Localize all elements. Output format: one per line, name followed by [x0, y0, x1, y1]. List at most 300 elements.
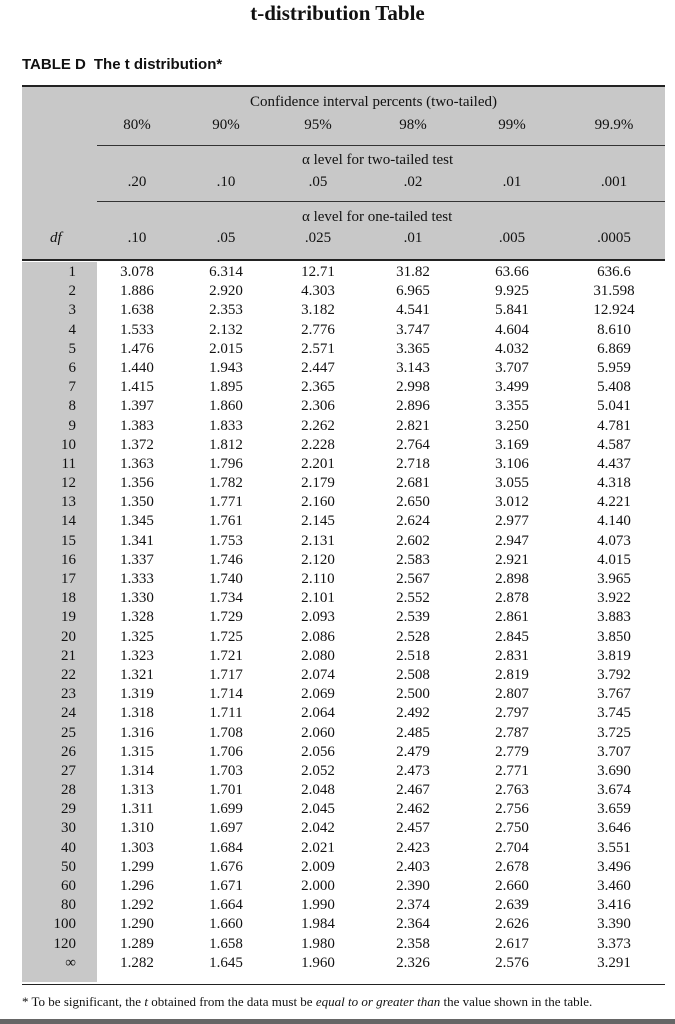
- value-cell: 1.753: [209, 532, 243, 549]
- table-row: [22, 762, 665, 781]
- value-cell: 2.750: [495, 820, 529, 837]
- table-row: [22, 877, 665, 896]
- table-row: [22, 800, 665, 819]
- page-title: t-distribution Table: [250, 1, 425, 25]
- value-cell: 2.423: [396, 839, 430, 856]
- df-cell: 21: [61, 647, 76, 664]
- value-cell: 1.782: [209, 475, 243, 492]
- value-cell: 2.093: [301, 609, 335, 626]
- df-cell: 40: [61, 839, 76, 856]
- two-tailed-value-1: .10: [216, 174, 236, 190]
- table-row: [22, 954, 665, 973]
- table-row: [22, 359, 665, 378]
- table-row: [22, 935, 665, 954]
- df-cell: 25: [61, 724, 76, 741]
- value-cell: 1.319: [120, 686, 154, 703]
- value-cell: 1.289: [120, 935, 154, 952]
- df-cell: 24: [61, 705, 76, 722]
- value-cell: 1.664: [209, 897, 243, 914]
- table-row: [22, 321, 665, 340]
- value-cell: 2.365: [301, 379, 335, 396]
- value-cell: 1.990: [301, 897, 335, 914]
- value-cell: 2.009: [301, 858, 335, 875]
- value-cell: 1.330: [120, 590, 154, 607]
- value-cell: 1.476: [120, 340, 154, 357]
- value-cell: 5.041: [597, 398, 631, 415]
- df-cell: 27: [61, 762, 76, 779]
- confidence-value-3: 98%: [399, 117, 427, 133]
- value-cell: 2.132: [209, 321, 243, 338]
- value-cell: 2.069: [301, 686, 335, 703]
- df-cell: 80: [61, 897, 76, 914]
- value-cell: 3.499: [495, 379, 529, 396]
- value-cell: 5.408: [597, 379, 631, 396]
- value-cell: 1.303: [120, 839, 154, 856]
- header-divider: [97, 201, 665, 202]
- value-cell: 2.160: [301, 494, 335, 511]
- table-title: The t distribution*: [93, 56, 223, 73]
- two-tailed-value-0: .20: [127, 174, 147, 190]
- value-cell: 2.120: [301, 551, 335, 568]
- value-cell: 3.143: [396, 359, 430, 376]
- value-cell: 2.624: [396, 513, 430, 530]
- value-cell: 12.924: [593, 302, 635, 319]
- value-cell: 1.708: [209, 724, 243, 741]
- value-cell: 1.740: [209, 571, 243, 587]
- value-cell: 2.518: [396, 647, 430, 664]
- value-cell: 1.363: [120, 455, 154, 472]
- value-cell: 1.697: [209, 820, 243, 837]
- value-cell: 2.571: [301, 340, 335, 357]
- value-cell: 2.473: [396, 762, 430, 779]
- one-tailed-value-0: .10: [127, 230, 147, 246]
- value-cell: 2.845: [495, 628, 529, 645]
- value-cell: 4.604: [495, 321, 529, 338]
- value-cell: 1.860: [209, 398, 243, 415]
- value-cell: 1.711: [209, 705, 243, 722]
- table-row: [22, 417, 665, 436]
- value-cell: 1.299: [120, 858, 154, 875]
- footnote-middle: obtained from the data must be: [147, 994, 316, 1009]
- value-cell: 3.012: [495, 494, 529, 511]
- value-cell: 4.318: [597, 475, 631, 492]
- value-cell: 2.462: [396, 801, 430, 818]
- value-cell: 3.747: [396, 321, 430, 338]
- value-cell: 2.552: [396, 590, 430, 607]
- value-cell: 2.878: [495, 590, 529, 607]
- two-tailed-value-5: .001: [600, 174, 628, 190]
- table-row: [22, 378, 665, 397]
- value-cell: 1.676: [209, 858, 243, 875]
- value-cell: 3.646: [597, 820, 631, 837]
- value-cell: 1.721: [209, 647, 243, 664]
- value-cell: 3.106: [495, 455, 529, 472]
- value-cell: 2.567: [396, 571, 430, 587]
- value-cell: 2.374: [396, 897, 430, 914]
- value-cell: 1.703: [209, 762, 243, 779]
- value-cell: 1.440: [120, 359, 154, 376]
- df-cell: 3: [68, 302, 76, 319]
- df-cell: 22: [61, 666, 76, 683]
- df-cell: 12: [61, 475, 76, 492]
- value-cell: 3.355: [495, 398, 529, 415]
- value-cell: 1.533: [120, 321, 154, 338]
- value-cell: 1.337: [120, 551, 154, 568]
- value-cell: 2.060: [301, 724, 335, 741]
- value-cell: 2.000: [301, 878, 335, 894]
- value-cell: 3.922: [597, 590, 631, 607]
- two-tailed-value-4: .01: [502, 174, 522, 190]
- value-cell: 1.328: [120, 609, 154, 626]
- value-cell: 1.310: [120, 820, 154, 837]
- value-cell: 1.725: [209, 628, 243, 645]
- header-divider: [97, 145, 665, 146]
- table-row: [22, 743, 665, 762]
- df-cell: 15: [61, 532, 76, 549]
- value-cell: 1.296: [120, 878, 154, 894]
- value-cell: 2.045: [301, 801, 335, 818]
- value-cell: 1.960: [301, 954, 335, 971]
- value-cell: 2.756: [495, 801, 529, 818]
- confidence-value-2: 95%: [304, 117, 332, 133]
- value-cell: 2.485: [396, 724, 430, 741]
- df-cell: 2: [68, 283, 76, 300]
- table-row: [22, 781, 665, 800]
- value-cell: 4.587: [597, 436, 631, 453]
- value-cell: 2.364: [396, 916, 430, 933]
- df-cell: 14: [61, 513, 76, 530]
- value-cell: 2.626: [495, 916, 529, 933]
- value-cell: 2.819: [495, 666, 529, 683]
- one-tailed-value-1: .05: [216, 230, 236, 246]
- value-cell: 2.015: [209, 340, 243, 357]
- df-cell: 1: [68, 264, 76, 280]
- df-cell: 120: [53, 935, 76, 952]
- table-row: [22, 570, 665, 589]
- value-cell: 2.101: [301, 590, 335, 607]
- value-cell: 1.316: [120, 724, 154, 741]
- one-tailed-header: α level for one-tailed test: [302, 209, 453, 225]
- value-cell: 1.333: [120, 571, 154, 587]
- value-cell: 1.314: [120, 762, 154, 779]
- table-row: [22, 704, 665, 723]
- one-tailed-value-4: .005: [498, 230, 526, 246]
- value-cell: 1.660: [209, 916, 243, 933]
- value-cell: 2.539: [396, 609, 430, 626]
- value-cell: 2.131: [301, 532, 335, 549]
- df-cell: 6: [68, 359, 76, 376]
- value-cell: 1.734: [209, 590, 243, 607]
- value-cell: 2.920: [209, 283, 243, 300]
- table-bottom-rule: [22, 984, 665, 985]
- table-row: [22, 589, 665, 608]
- value-cell: 2.110: [301, 571, 335, 587]
- value-cell: 1.833: [209, 417, 243, 434]
- df-cell: 23: [61, 686, 76, 703]
- value-cell: 1.729: [209, 609, 243, 626]
- value-cell: 3.707: [597, 743, 631, 760]
- one-tailed-value-5: .0005: [597, 230, 631, 246]
- value-cell: 4.032: [495, 340, 529, 357]
- value-cell: 2.145: [301, 513, 335, 530]
- value-cell: 3.850: [597, 628, 631, 645]
- value-cell: 2.617: [495, 935, 529, 952]
- table-row: [22, 397, 665, 416]
- df-cell: 13: [61, 494, 76, 511]
- value-cell: 3.659: [597, 801, 631, 818]
- value-cell: 2.763: [495, 782, 529, 799]
- value-cell: 2.528: [396, 628, 430, 645]
- table-row: [22, 340, 665, 359]
- value-cell: 3.250: [495, 417, 529, 434]
- table-header-shading: [22, 87, 665, 259]
- df-cell: 100: [53, 916, 76, 933]
- confidence-value-5: 99.9%: [594, 117, 634, 133]
- value-cell: 6.965: [396, 283, 430, 300]
- value-cell: 1.350: [120, 494, 154, 511]
- df-cell: 8: [68, 398, 76, 415]
- value-cell: 3.460: [597, 878, 631, 894]
- df-cell: 50: [61, 858, 76, 875]
- value-cell: 1.714: [209, 686, 243, 703]
- page-bottom-edge: [0, 1019, 675, 1024]
- value-cell: 2.048: [301, 782, 335, 799]
- table-row: [22, 839, 665, 858]
- value-cell: 2.358: [396, 935, 430, 952]
- df-cell: ∞: [65, 954, 76, 971]
- value-cell: 1.886: [120, 283, 154, 300]
- value-cell: 2.074: [301, 666, 335, 683]
- value-cell: 3.883: [597, 609, 631, 626]
- value-cell: 2.492: [396, 705, 430, 722]
- value-cell: 1.372: [120, 436, 154, 453]
- value-cell: 2.086: [301, 628, 335, 645]
- value-cell: 4.437: [597, 455, 631, 472]
- value-cell: 1.345: [120, 513, 154, 530]
- one-tailed-value-2: .025: [304, 230, 332, 246]
- value-cell: 3.055: [495, 475, 529, 492]
- df-cell: 4: [68, 321, 76, 338]
- value-cell: 1.684: [209, 839, 243, 856]
- df-cell: 26: [61, 743, 76, 760]
- value-cell: 4.140: [597, 513, 631, 530]
- value-cell: 2.179: [301, 475, 335, 492]
- confidence-value-4: 99%: [498, 117, 526, 133]
- value-cell: 2.479: [396, 743, 430, 760]
- value-cell: 2.861: [495, 609, 529, 626]
- value-cell: 2.021: [301, 839, 335, 856]
- df-cell: 20: [61, 628, 76, 645]
- df-cell: 7: [68, 379, 76, 396]
- table-row: [22, 551, 665, 570]
- value-cell: 3.078: [120, 264, 154, 280]
- value-cell: 1.671: [209, 878, 243, 894]
- value-cell: 3.819: [597, 647, 631, 664]
- value-cell: 2.228: [301, 436, 335, 453]
- table-row: [22, 628, 665, 647]
- value-cell: 1.645: [209, 954, 243, 971]
- value-cell: 1.383: [120, 417, 154, 434]
- value-cell: 3.373: [597, 935, 631, 952]
- value-cell: 2.947: [495, 532, 529, 549]
- value-cell: 1.318: [120, 705, 154, 722]
- value-cell: 3.767: [597, 686, 631, 703]
- value-cell: 2.764: [396, 436, 430, 453]
- value-cell: 5.841: [495, 302, 529, 319]
- value-cell: 2.500: [396, 686, 430, 703]
- value-cell: 9.925: [495, 283, 529, 300]
- value-cell: 1.699: [209, 801, 243, 818]
- table-row: [22, 301, 665, 320]
- value-cell: 4.073: [597, 532, 631, 549]
- value-cell: 2.650: [396, 494, 430, 511]
- df-cell: 19: [61, 609, 76, 626]
- value-cell: 8.610: [597, 321, 631, 338]
- value-cell: 1.315: [120, 743, 154, 760]
- value-cell: 3.416: [597, 897, 631, 914]
- value-cell: 2.602: [396, 532, 430, 549]
- value-cell: 1.341: [120, 532, 154, 549]
- footnote-prefix: * To be significant, the: [22, 994, 145, 1009]
- value-cell: 636.6: [597, 264, 631, 280]
- confidence-header: Confidence interval percents (two-tailed): [250, 94, 497, 110]
- table-row: [22, 647, 665, 666]
- value-cell: 2.201: [301, 455, 335, 472]
- df-cell: 18: [61, 590, 76, 607]
- value-cell: 31.82: [396, 264, 430, 280]
- table-row: [22, 512, 665, 531]
- df-cell: 60: [61, 878, 76, 894]
- value-cell: 3.725: [597, 724, 631, 741]
- value-cell: 1.415: [120, 379, 154, 396]
- value-cell: 1.313: [120, 782, 154, 799]
- value-cell: 2.262: [301, 417, 335, 434]
- value-cell: 2.508: [396, 666, 430, 683]
- one-tailed-value-3: .01: [403, 230, 423, 246]
- value-cell: 3.390: [597, 916, 631, 933]
- value-cell: 1.706: [209, 743, 243, 760]
- df-header: df: [50, 230, 62, 246]
- value-cell: 1.323: [120, 647, 154, 664]
- table-row: [22, 666, 665, 685]
- value-cell: 2.390: [396, 878, 430, 894]
- value-cell: 1.796: [209, 455, 243, 472]
- value-cell: 1.282: [120, 954, 154, 971]
- value-cell: 4.221: [597, 494, 631, 511]
- footnote-t: t: [144, 994, 148, 1009]
- value-cell: 3.745: [597, 705, 631, 722]
- value-cell: 1.746: [209, 551, 243, 568]
- value-cell: 2.064: [301, 705, 335, 722]
- table-body: [22, 263, 665, 973]
- value-cell: 1.356: [120, 475, 154, 492]
- value-cell: 2.898: [495, 571, 529, 587]
- value-cell: 2.403: [396, 858, 430, 875]
- footnote-suffix: the value shown in the table.: [440, 994, 593, 1009]
- value-cell: 3.291: [597, 954, 631, 971]
- value-cell: 1.984: [301, 916, 335, 933]
- value-cell: 1.638: [120, 302, 154, 319]
- two-tailed-value-2: .05: [308, 174, 328, 190]
- confidence-value-1: 90%: [212, 117, 240, 133]
- value-cell: 2.052: [301, 762, 335, 779]
- table-row: [22, 474, 665, 493]
- value-cell: 2.467: [396, 782, 430, 799]
- value-cell: 2.326: [396, 954, 430, 971]
- table-row: [22, 493, 665, 512]
- value-cell: 2.807: [495, 686, 529, 703]
- value-cell: 3.674: [597, 782, 631, 799]
- value-cell: 1.321: [120, 666, 154, 683]
- value-cell: 2.771: [495, 762, 529, 779]
- table-row: [22, 436, 665, 455]
- footnote: [22, 994, 665, 1010]
- table-row: [22, 685, 665, 704]
- confidence-value-0: 80%: [123, 117, 151, 133]
- value-cell: 2.821: [396, 417, 430, 434]
- value-cell: 2.353: [209, 302, 243, 319]
- value-cell: 3.182: [301, 302, 335, 319]
- df-cell: 30: [61, 820, 76, 837]
- value-cell: 2.831: [495, 647, 529, 664]
- table-row: [22, 724, 665, 743]
- value-cell: 2.080: [301, 647, 335, 664]
- value-cell: 3.365: [396, 340, 430, 357]
- table-row: [22, 455, 665, 474]
- two-tailed-header: α level for two-tailed test: [302, 152, 454, 168]
- table-row: [22, 915, 665, 934]
- table-row: [22, 282, 665, 301]
- df-cell: 9: [68, 417, 76, 434]
- value-cell: 2.576: [495, 954, 529, 971]
- value-cell: 1.658: [209, 935, 243, 952]
- value-cell: 1.771: [209, 494, 243, 511]
- table-row: [22, 858, 665, 877]
- value-cell: 3.551: [597, 839, 631, 856]
- value-cell: 6.314: [209, 264, 243, 280]
- value-cell: 1.325: [120, 628, 154, 645]
- value-cell: 2.998: [396, 379, 430, 396]
- table-row: [22, 263, 665, 282]
- value-cell: 1.311: [120, 801, 154, 818]
- value-cell: 6.869: [597, 340, 631, 357]
- value-cell: 4.303: [301, 283, 335, 300]
- value-cell: 2.306: [301, 398, 335, 415]
- value-cell: 2.042: [301, 820, 335, 837]
- value-cell: 1.943: [209, 359, 243, 376]
- value-cell: 2.056: [301, 743, 335, 760]
- value-cell: 3.707: [495, 359, 529, 376]
- value-cell: 2.718: [396, 455, 430, 472]
- df-cell: 16: [61, 551, 76, 568]
- value-cell: 1.895: [209, 379, 243, 396]
- value-cell: 63.66: [495, 264, 529, 280]
- value-cell: 2.776: [301, 321, 335, 338]
- value-cell: 2.681: [396, 475, 430, 492]
- value-cell: 4.541: [396, 302, 430, 319]
- table-row: [22, 532, 665, 551]
- value-cell: 2.583: [396, 551, 430, 568]
- value-cell: 2.896: [396, 398, 430, 415]
- two-tailed-value-3: .02: [403, 174, 423, 190]
- value-cell: 1.290: [120, 916, 154, 933]
- value-cell: 1.980: [301, 935, 335, 952]
- table-row: [22, 608, 665, 627]
- value-cell: 2.660: [495, 878, 529, 894]
- value-cell: 1.761: [209, 513, 243, 530]
- value-cell: 2.447: [301, 359, 335, 376]
- table-caption: [22, 55, 222, 75]
